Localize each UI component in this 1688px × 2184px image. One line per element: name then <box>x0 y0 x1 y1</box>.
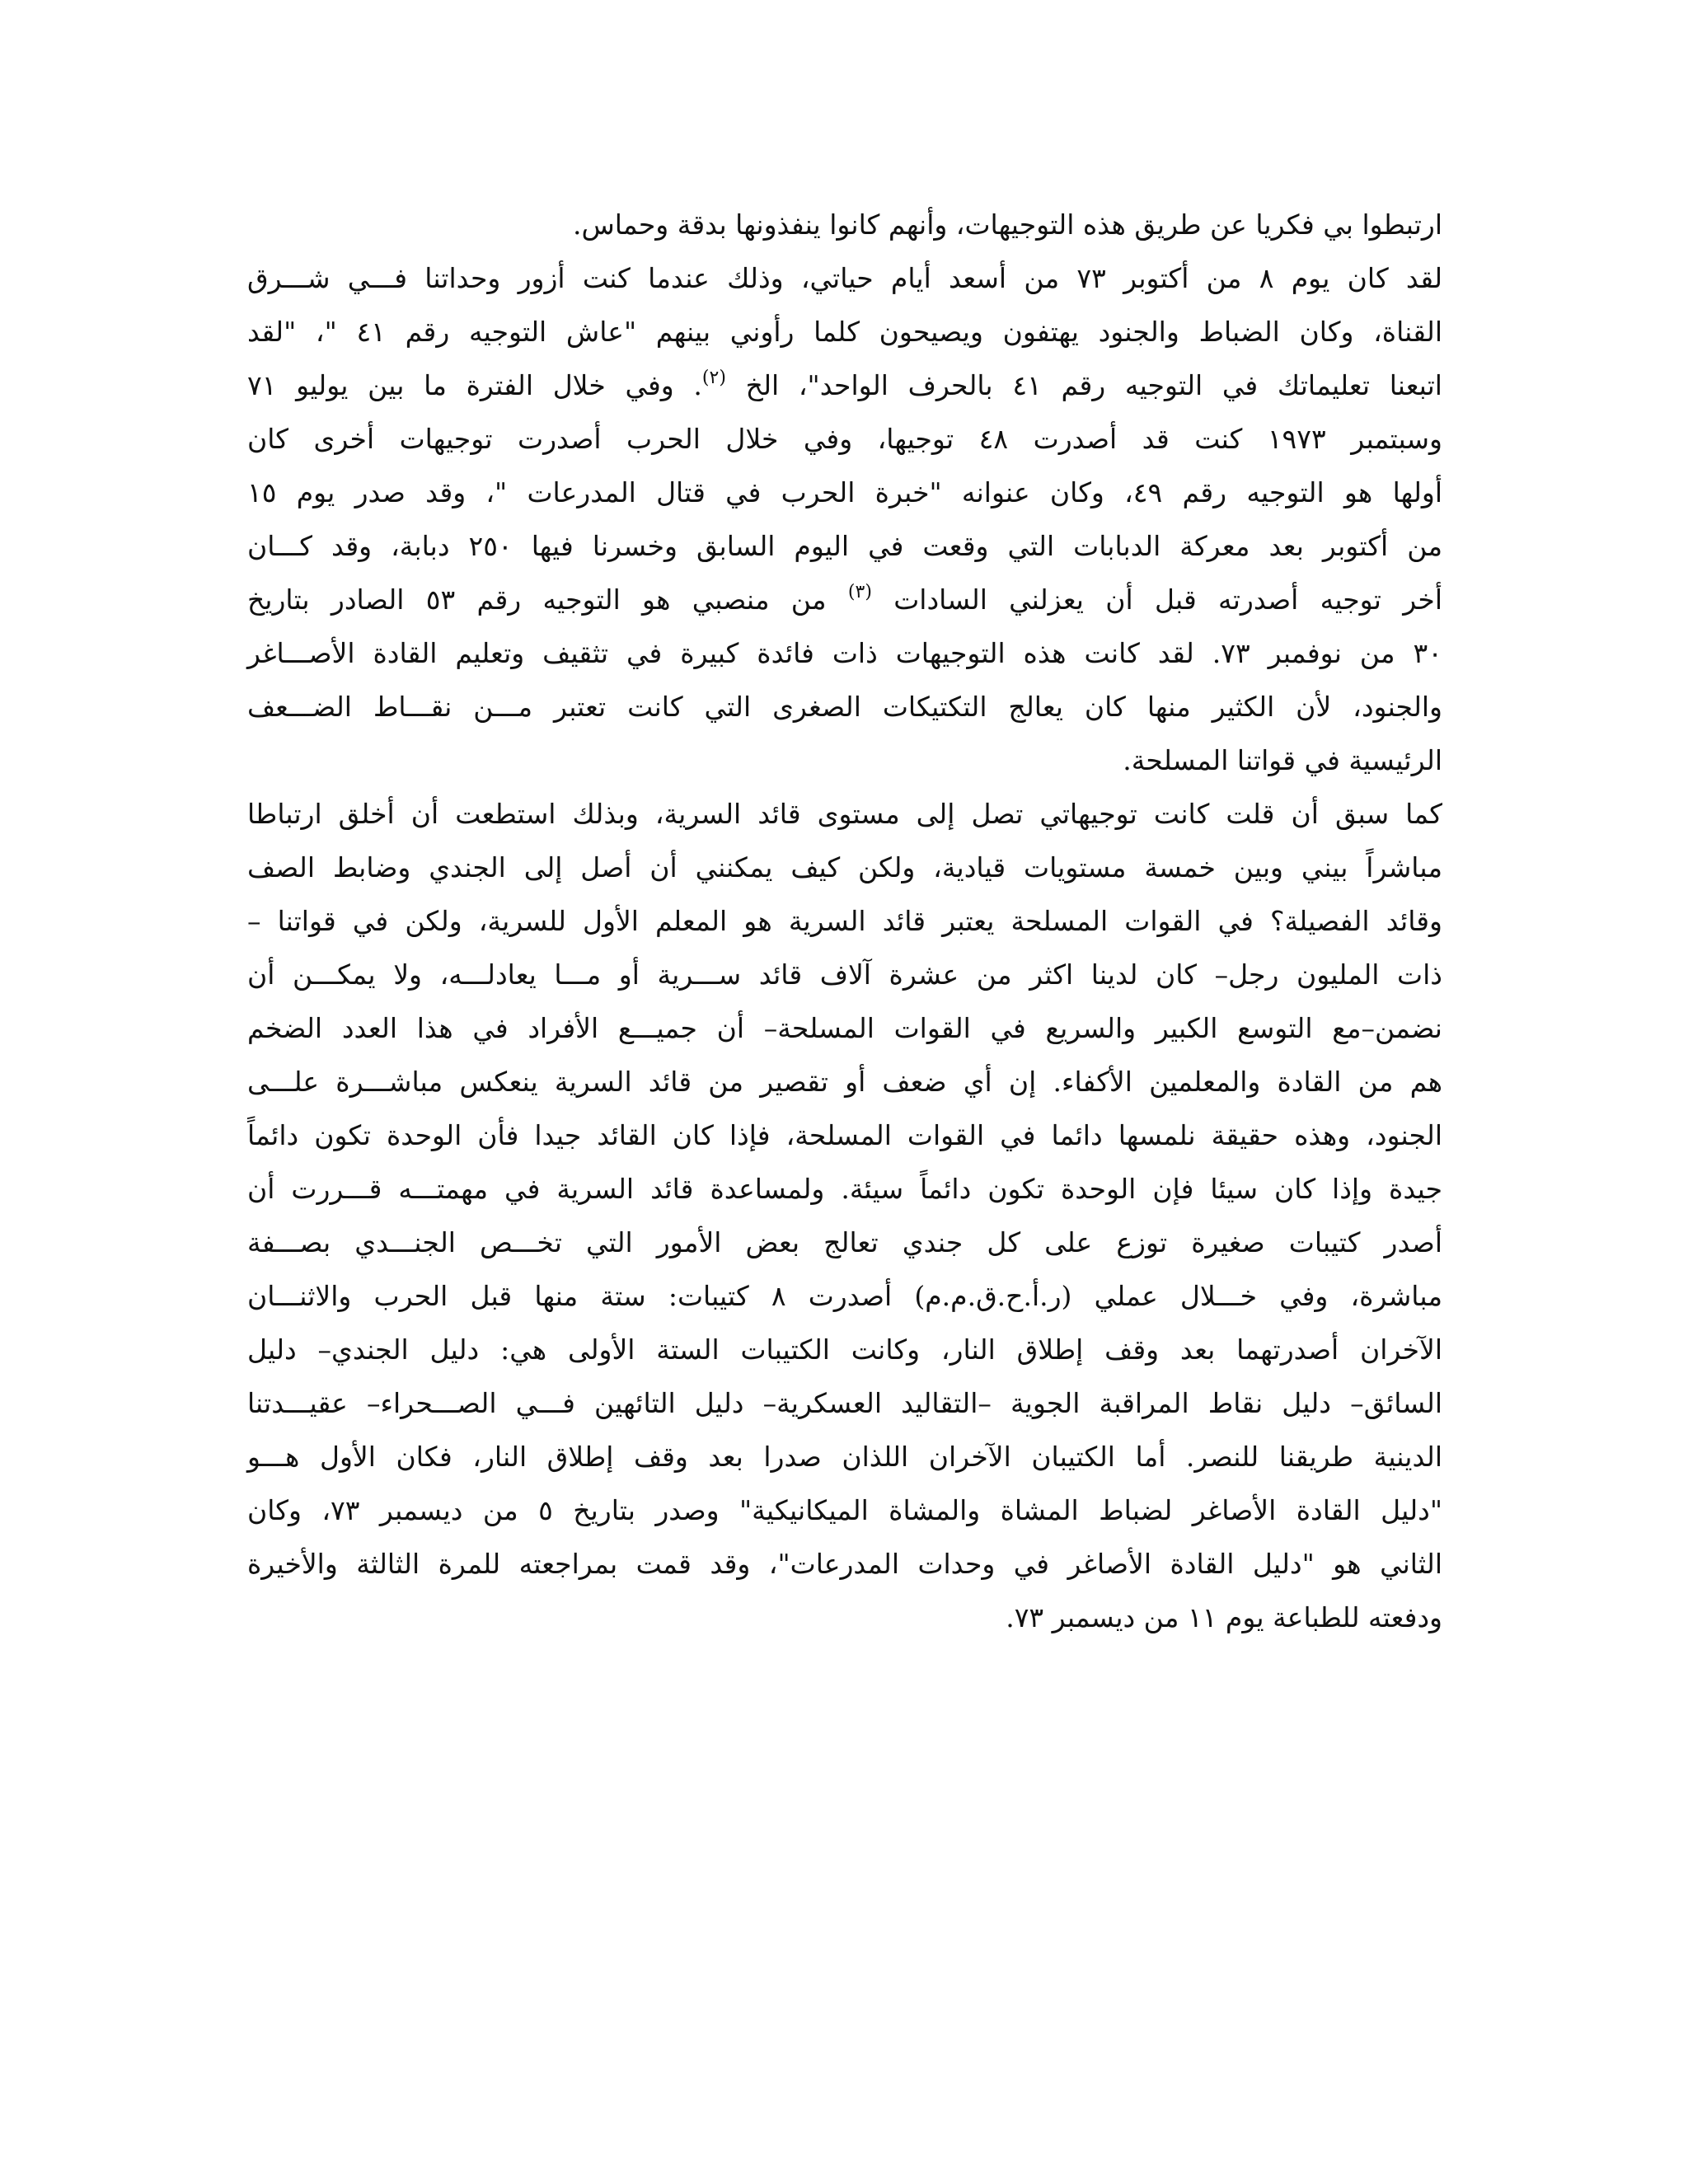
text-line: ارتبطوا بي فكريا عن طريق هذه التوجيهات، وأنهم كانوا ينفذونها بدقة وحماس. <box>572 209 1442 241</box>
paragraph <box>247 251 1442 787</box>
text-line <box>247 359 1442 412</box>
text-line: مباشراً بيني وبين خمسة مستويات قيادية، ولكن كيف يمكنني أن أصل إلى الجندي وضابط الصف <box>247 851 1442 883</box>
text-line: نضمن–مع التوسع الكبير والسريع في القوات المسلحة– أن جميـــع الأفراد في هذا العدد الضخم <box>247 1012 1442 1044</box>
text-line: ٣٠ من نوفمبر ٧٣. لقد كانت هذه التوجيهات ذات فائدة كبيرة في تثقيف وتعليم القادة الأصـــاغر <box>247 637 1442 669</box>
text-line: ذات المليون رجل– كان لدينا اكثر من عشرة آلاف قائد ســـرية أو مـــا يعادلـــه، ولا يمكـــن أن <box>247 958 1442 991</box>
line-text: أخر توجيه أصدرته قبل أن يعزلني السادات <box>871 583 1442 616</box>
text-line: الرئيسية في قواتنا المسلحة. <box>1123 744 1442 776</box>
paragraph <box>247 198 1442 251</box>
line-text: . وفي خلال الفترة ما بين يوليو ٧١ <box>247 369 702 401</box>
text-line: أولها هو التوجيه رقم ٤٩، وكان عنوانه "خبرة الحرب في قتال المدرعات "، وقد صدر يوم ١٥ <box>247 476 1442 509</box>
text-line: وقائد الفصيلة؟ في القوات المسلحة يعتبر قائد السرية هو المعلم الأول للسرية، ولكن في قواتنا – <box>247 905 1442 937</box>
text-line: هم من القادة والمعلمين الأكفاء. إن أي ضعف أو تقصير من قائد السرية ينعكس مباشـــرة علـــى <box>247 1066 1442 1098</box>
body-text <box>247 198 1442 1644</box>
footnote-ref: (٣) <box>847 582 872 602</box>
text-line: أصدر كتيبات صغيرة توزع على كل جندي تعالج بعض الأمور التي تخـــص الجنـــدي بصـــفة <box>247 1226 1442 1258</box>
text-line: كما سبق أن قلت كانت توجيهاتي تصل إلى مستوى قائد السرية، وبذلك استطعت أن أخلق ارتباطا <box>247 798 1442 830</box>
text-line: السائق– دليل نقاط المراقبة الجوية –التقاليد العسكرية– دليل التائهين فـــي الصـــحراء– عقيـــدتنا <box>247 1387 1442 1419</box>
text-line: لقد كان يوم ٨ من أكتوبر ٧٣ من أسعد أيام حياتي، وذلك عندما كنت أزور وحداتنا فـــي شـــرق <box>247 262 1443 294</box>
text-line: الدينية طريقنا للنصر. أما الكتيبان الآخران اللذان صدرا بعد وقف إطلاق النار، فكان الأول هـــو <box>247 1441 1442 1473</box>
line-text: من منصبي هو التوجيه رقم ٥٣ الصادر بتاريخ <box>247 583 848 616</box>
text-line: ودفعته للطباعة يوم ١١ من ديسمبر ٧٣. <box>1006 1601 1442 1633</box>
text-line: القناة، وكان الضباط والجنود يهتفون ويصيحون كلما رأوني بينهم "عاش التوجيه رقم ٤١ "، "لقد <box>247 316 1442 348</box>
text-line: جيدة وإذا كان سيئا فإن الوحدة تكون دائماً سيئة. ولمساعدة قائد السرية في مهمتـــه قـــررت أن <box>247 1173 1442 1205</box>
text-line: من أكتوبر بعد معركة الدبابات التي وقعت في اليوم السابق وخسرنا فيها ٢٥٠ دبابة، وقد كـــان <box>247 530 1443 562</box>
text-line: الجنود، وهذه حقيقة نلمسها دائما في القوات المسلحة، فإذا كان القائد جيدا فأن الوحدة تكون دائماً <box>247 1119 1442 1151</box>
text-line: الثاني هو "دليل القادة الأصاغر في وحدات المدرعات"، وقد قمت بمراجعته للمرة الثالثة والأخيرة <box>247 1548 1442 1580</box>
paragraph <box>247 787 1442 1644</box>
text-line: الآخران أصدرتهما بعد وقف إطلاق النار، وكانت الكتيبات الستة الأولى هي: دليل الجندي– دليل <box>247 1333 1442 1366</box>
line-text: اتبعنا تعليماتك في التوجيه رقم ٤١ بالحرف الواحد"، الخ <box>725 369 1442 401</box>
text-line: وسبتمبر ١٩٧٣ كنت قد أصدرت ٤٨ توجيها، وفي خلال الحرب أصدرت توجيهات أخرى كان <box>247 423 1442 455</box>
text-line <box>247 573 1442 626</box>
text-line: والجنود، لأن الكثير منها كان يعالج التكتيكات الصغرى التي كانت تعتبر مـــن نقـــاط الضـــعف <box>247 691 1442 723</box>
footnote-ref: (٢) <box>701 368 726 388</box>
text-line: "دليل القادة الأصاغر لضباط المشاة والمشاة الميكانيكية" وصدر بتاريخ ٥ من ديسمبر ٧٣، وكان <box>247 1494 1442 1526</box>
text-line: مباشرة، وفي خـــلال عملي (ر.أ.ح.ق.م.م) أصدرت ٨ كتيبات: ستة منها قبل الحرب والاثنـــان <box>247 1280 1442 1312</box>
